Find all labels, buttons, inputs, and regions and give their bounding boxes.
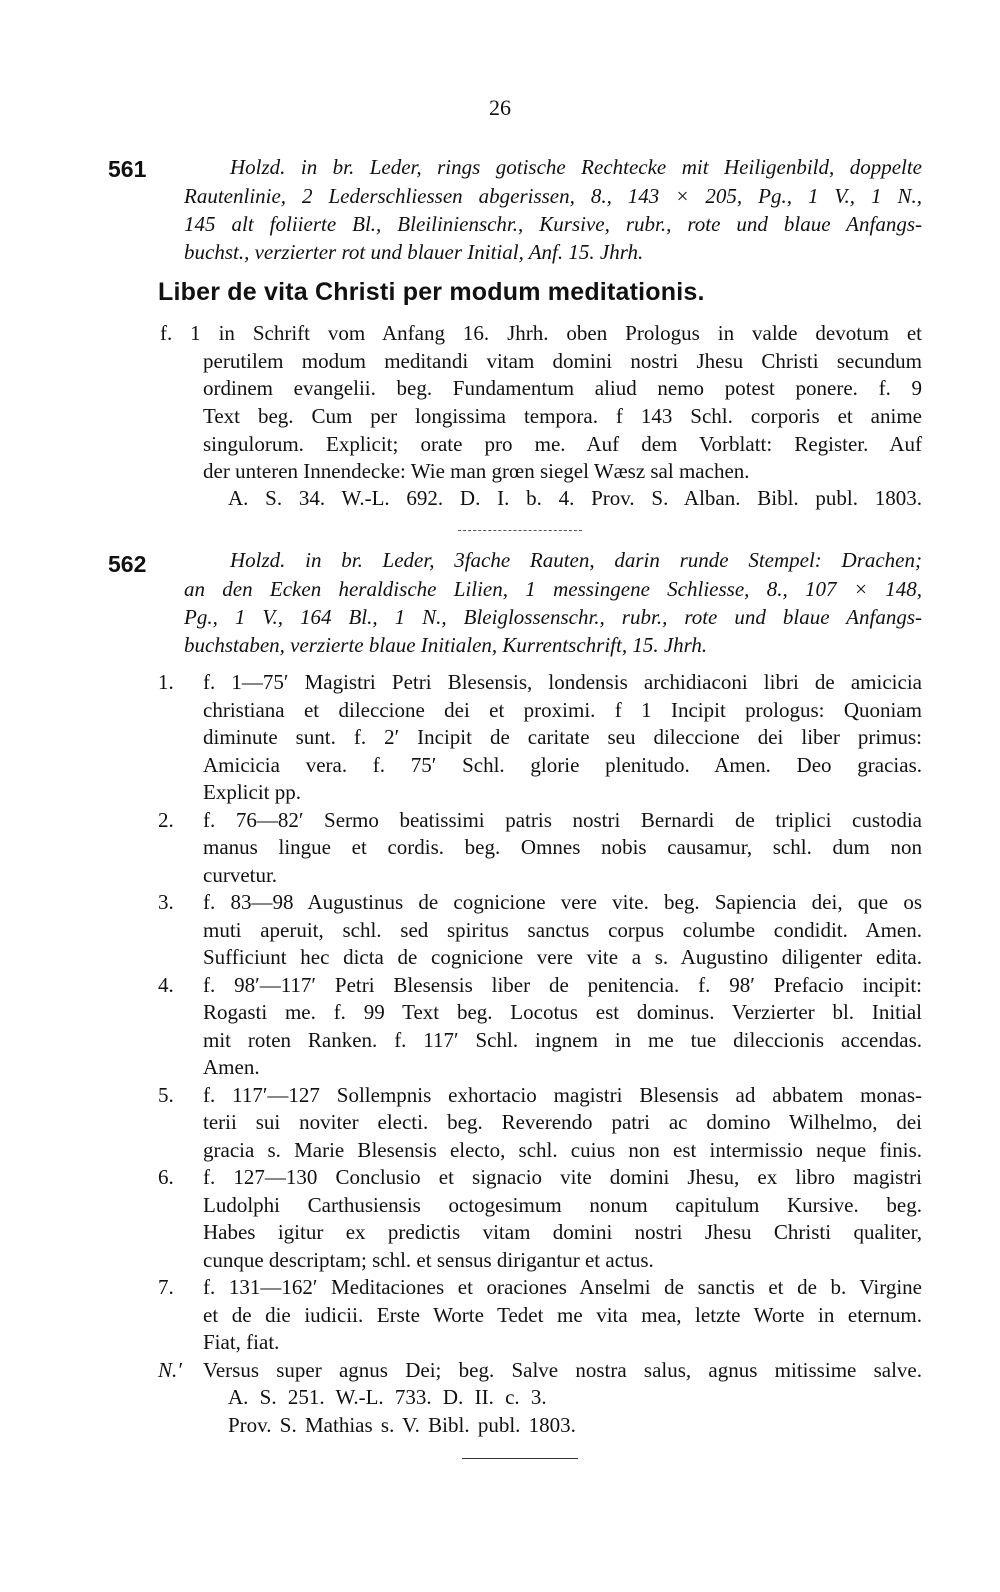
item-3-line: f. 83—98 Augustinus de cognicione vere vite. beg. Sapiencia dei, que os: [203, 890, 922, 914]
entry-561-provenance-line: A. S. 34. W.-L. 692. D. I. b. 4. Prov. S. Alban. Bibl. publ. 1803.: [228, 486, 922, 510]
item-n-line: Versus super agnus Dei; beg. Salve nostra salus, agnus mitissime salve.: [203, 1358, 922, 1382]
item-6-label: 6.: [158, 1165, 174, 1189]
entry-561-description-line: Rautenlinie, 2 Lederschliessen abgerissen, 8., 143 × 205, Pg., 1 V., 1 N.,: [184, 184, 922, 208]
item-7-line: et de die iudicii. Erste Worte Tedet me vita mea, letzte Worte in eternum.: [203, 1303, 922, 1327]
page-number: 26: [489, 95, 511, 120]
item-6-line: cunque descriptam; schl. et sensus dirigantur et actus.: [203, 1248, 654, 1272]
item-1-line: Amicicia vera. f. 75′ Schl. glorie plenitudo. Amen. Deo gracias.: [203, 753, 922, 777]
entry-562-description-line: buchstaben, verzierte blaue Initialen, Kurrentschrift, 15. Jhrh.: [184, 633, 708, 657]
item-7-line: Fiat, fiat.: [203, 1330, 280, 1354]
item-5-line: f. 117′—127 Sollempnis exhortacio magistri Blesensis ad abbatem monas-: [203, 1083, 922, 1107]
entry-561-description-line: 145 alt foliierte Bl., Bleilinienschr., Kursive, rubr., rote und blaue Anfangs-: [184, 212, 922, 236]
entry-561-number: 561: [108, 156, 147, 182]
item-5-line: terii sui noviter electi. beg. Reverendo patri ac domino Wilhelmo, dei: [203, 1110, 922, 1134]
item-2-line: curvetur.: [203, 863, 278, 887]
entry-561-description-line: buchst., verzierter rot und blauer Initial, Anf. 15. Jhrh.: [184, 240, 644, 264]
entry-562-provenance-line: Prov. S. Mathias s. V. Bibl. publ. 1803.: [228, 1413, 576, 1437]
entry-561-body-line: ordinem evangelii. beg. Fundamentum aliud nemo potest ponere. f. 9: [203, 376, 922, 400]
item-4-line: mit roten Ranken. f. 117′ Schl. ingnem in me tue dileccionis accendas.: [203, 1028, 922, 1052]
entry-561-body-line: perutilem modum meditandi vitam domini nostri Jhesu Christi secundum: [203, 349, 922, 373]
item-1-line: christiana et dileccione dei et proximi. f 1 Incipit prologus: Quoniam: [203, 698, 922, 722]
entry-561-body-line: Text beg. Cum per longissima tempora. f 143 Schl. corporis et anime: [203, 404, 922, 428]
item-4-label: 4.: [158, 973, 174, 997]
item-1-label: 1.: [158, 670, 174, 694]
item-4-line: Rogasti me. f. 99 Text beg. Locotus est dominus. Verzierter bl. Initial: [203, 1000, 922, 1024]
entry-561-body-line: der unteren Innendecke: Wie man grœn siegel Wæsz sal machen.: [203, 459, 750, 483]
item-6-line: Habes igitur ex predictis vitam domini nostri Jhesu Christi qualiter,: [203, 1220, 922, 1244]
item-6-line: Ludolphi Carthusiensis octogesimum nonum capitulum Kursive. beg.: [203, 1193, 922, 1217]
item-7-line: f. 131—162′ Meditaciones et oraciones Anselmi de sanctis et de b. Virgine: [203, 1275, 922, 1299]
item-3-line: muti aperuit, schl. sed spiritus sanctus corpus columbe condidit. Amen.: [203, 918, 922, 942]
item-4-line: f. 98′—117′ Petri Blesensis liber de penitencia. f. 98′ Prefacio incipit:: [203, 973, 922, 997]
entry-562-description-line: Pg., 1 V., 164 Bl., 1 N., Bleiglossenschr., rubr., rote und blaue Anfangs-: [184, 605, 922, 629]
item-1-line: f. 1—75′ Magistri Petri Blesensis, londensis archidiaconi libri de amicicia: [203, 670, 922, 694]
item-7-label: 7.: [158, 1275, 174, 1299]
item-6-line: f. 127—130 Conclusio et signacio vite domini Jhesu, ex libro magistri: [203, 1165, 922, 1189]
entry-separator-rule: [458, 530, 582, 531]
item-3-line: Sufficiunt hec dicta de cognicione vere vite a s. Augustino diligenter edita.: [203, 945, 922, 969]
entry-562-number: 562: [108, 551, 147, 577]
item-3-label: 3.: [158, 890, 174, 914]
item-1-line: Explicit pp.: [203, 780, 301, 804]
item-5-label: 5.: [158, 1083, 174, 1107]
entry-561-body-line: f. 1 in Schrift vom Anfang 16. Jhrh. oben Prologus in valde devotum et: [160, 321, 922, 345]
item-2-line: manus lingue et cordis. beg. Omnes nobis causamur, schl. dum non: [203, 835, 922, 859]
entry-561-title: Liber de vita Christi per modum meditationis.: [158, 278, 705, 306]
item-n-label: N.′: [158, 1358, 182, 1382]
item-4-line: Amen.: [203, 1055, 260, 1079]
item-2-line: f. 76—82′ Sermo beatissimi patris nostri Bernardi de triplici custodia: [203, 808, 922, 832]
end-rule: [462, 1458, 578, 1459]
entry-562-description-line: an den Ecken heraldische Lilien, 1 messingene Schliesse, 8., 107 × 148,: [184, 577, 922, 601]
item-5-line: gracia s. Marie Blesensis electo, schl. cuius non est intermissio neque finis.: [203, 1138, 922, 1162]
item-1-line: diminute sunt. f. 2′ Incipit de caritate seu dileccione dei liber primus:: [203, 725, 922, 749]
entry-561-body-line: singulorum. Explicit; orate pro me. Auf dem Vorblatt: Register. Auf: [203, 432, 922, 456]
item-2-label: 2.: [158, 808, 174, 832]
entry-562-provenance-line: A. S. 251. W.-L. 733. D. II. c. 3.: [228, 1385, 547, 1409]
entry-561-description-line: Holzd. in br. Leder, rings gotische Rechtecke mit Heiligenbild, doppelte: [230, 155, 922, 179]
entry-562-description-line: Holzd. in br. Leder, 3fache Rauten, darin runde Stempel: Drachen;: [230, 548, 922, 572]
